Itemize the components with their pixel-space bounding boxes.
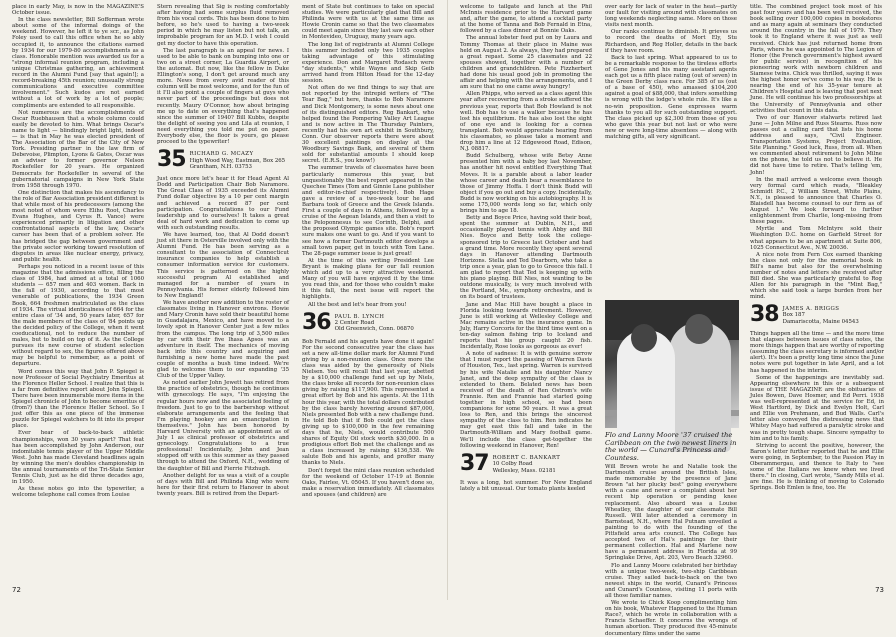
paragraph: Jane and Mac Hill have bought a place in Florida looking towards retirement. However, June is still working at Wellesley College and Mac remains active in the insurance game. In July, Harry Corcoris for the third time went on a ten-day salmon fishing trip to Iceland and reports that his group caught 20 fish. Incidentally, Rose looks as gorgeous as ever!: [460, 301, 592, 351]
paragraph: Budd Schulberg, whose wife Betsy Anne presented him with a baby boy last November, has another hit novel entitled Everything That Moves. It is a parable about a labor leader whose career and death bear a resemblance to those of Jimmy Hoffa. I don't think Budd will object if you go out and buy a copy. Incidentally, Budd is now working on his autobiography. It is some 175,000 words long so far, which only brings him to age 18.: [460, 153, 592, 215]
paragraph: One distinction that makes his ascendancy to the role of Bar Association president different is that while most of his predecessors (among the most noted of whom were Elihu Root, Charles Evans Hughes, and Cyrus R. Vance) were experienced primarily in litigation and other confrontational aspects of the law, Oscar's career has been that of a problem solver. He has bridged the gap between government and the private sector working toward resolution of disputes in areas like nuclear energy, privacy, and public health.: [12, 189, 144, 263]
col-paragraphs: [157, 176, 289, 497]
col-paragraphs: [605, 4, 737, 140]
address-line-2: Old Greenwich, Conn. 06870: [334, 326, 414, 333]
left-page: [0, 0, 448, 600]
paragraph: A nice note from Fern Cox earned thanking the class not only for the memorial book in Bill's name but also for the overwhelming number of notes and letters she received after Bill died. She was particularly grateful to Rog Allen for his paragraph in the "Mint Bag," which she said took a large burden from her mind.: [750, 251, 882, 301]
paragraph: title. The combined project took most of his past four years and has been well received, the book selling over 100,000 copies in bookstores and as many again at seminars they conducted around the country in the fall of 1979. They took it to England where it was just as well received. Chick has just returned home from Paris, where he was appointed to The Legion of Honor (the French government's highest award for public service) in recognition of his pioneering work with newborn children and Siamese twins. Chick was thrilled, saying it was the highest honor we've come to his way. He is nearing the end of his 35-year tenure at Children's Hospital and is leaving that post next June. He will continue his two professorships at the University of Pennsylvania and other activities that count in this data.: [750, 4, 882, 114]
right-column-2-lower: [605, 462, 737, 637]
page-number-right: 73: [875, 586, 884, 594]
left-column-1: [12, 4, 144, 592]
paragraph: At the time of this writing President Lee Bryant is making plans for our fall reunion which add up to a very attractive weekend. Many of you will have enjoyed it by the time you read this, and for those who couldn't make it this fall, the next issue will report the highlights.: [302, 257, 434, 301]
photo-caption: Flo and Lanny Moore '37 cruised the Caribbean on the two newest liners in the world — Cunard's Princess and Countess.: [605, 431, 737, 462]
paragraph: The long list of registrants at Alumni College this summer included only two 1935 couples taking advantage of this stimulating experience. Don and Margaret Rodasch were "day students," while Wayne and Skip Geib arrived hand from Hilton Head for the 12-day session.: [302, 41, 434, 85]
paragraph: As noted earlier John Jewett has retired from the practice of obstetrics, though he continues with gynecology. He says, "I'm enjoying the regular hours now and the associated feeling of freedom. Just to go to the barbershop without elaborate arrangements and the feeling that I'm playing hookey are an emancipation in themselves." John has been honored by Harvard University with an appointment as of July 1 as clinical professor of obstetrics and gynecology. Congratulations to a true professional! Incidentally, John and Jean stopped off with us this summer as they passed through to attend the Oxford, N.H., wedding of the daughter of Bill and Fierrie Fitzhugh.: [157, 380, 289, 472]
address-line-2: Damariscotta, Maine 04543: [782, 318, 859, 325]
paragraph: Allen Phipps, who served as a class agent this year after recovering from a stroke suffered the previous year, reports that Bob Howland is not well. Bob has to use a walker because he has lost his equilibrium. He has also lost the sight of one eye and is looking for a cornea transplant. Bob would appreciate hearing from his classmates, so please take a moment and drop him a line at 12 Edgewood Road, Edison, N.J. 08817.: [460, 91, 592, 153]
paragraph: Not numerous are the accomplishments of Oscar Ruebhausen that a whole column could easily be devoted to him. What brings Oscar's name to light — blindingly bright light, indeed — is that in May he was elected president of The Association of the Bar of the City of New York. Presiding partner in the law firm of Debevoise, Plimpton, Lyons & Gates, Oscar was an adviser to former governor Nelson Rockefeller for 20 years. He organized Democrats for Rockefeller in several of the gubernatorial campaigns in New York State from 1958 through 1970.: [12, 109, 144, 189]
paragraph: The summer travels of classmates have been particularly numerous this year, but unquestionably the best report appeared in the Quechee Times (Tom and Ginnie Lane publisher and editor-in-chief respectively). Bob Hage gave a review of a two-week tour he and Barbara took of Greece and the Greek Islands. First a couple of days in Athens, followed by a cruise of the Aegean Islands, and then a visit to the Peloponnesus to see Corinth, Delphi, and the proposed Olympic games site. Bob's report sure makes one want to go. And if you want to see how a former Dartmouth editor develops a small town paper, get in touch with Tom Lane. The 28-page summer issue is just great!: [302, 165, 434, 257]
class-secretary-address: [335, 312, 414, 333]
paragraph: We have another new addition to the roster of classmates living in Hanover environs. Howie and Mary Cronin have sold their beautiful home in Guadalajara, Mexico, and have moved to a lovely spot in Hanover Center just a few miles from the campus. The long trip of 3,500 miles by car with their five lhasa Apsos was an adventure in itself. The mechanics of moving back into this country and acquiring and furnishing a new home have made the past couple of months a bush time indeed. We're glad to welcome them to our expanding '35 Club of the Upper Valley.: [157, 300, 289, 380]
paragraph: We wrote to Chick Koop complimenting him on his book, Whatever Happened to the Human Race?, which he wrote in collaboration with a Francis Schaeffer. It concerns the wrongs of human abortion. They produced five 45-minute documentary films under the same: [605, 600, 737, 637]
address-line-2: Grantham, N.H. 03753: [189, 163, 252, 170]
paragraph: Things happen all the time — and the more time that elapses between issues of class notes, the more things happen that are worthy of reporting (assuming the class secretary is informed and/or alert). It's been a pretty long time since the June notes were put together in late April, and a lot has happened in the interim.: [750, 331, 884, 374]
paragraph: Flo and Lanny Moore celebrated her birthday with a unique two-week, two-ship Caribbean cruise. They sailed back-to-back on the two newest ships in the world, Cunard's Princess and Cunard's Countess, visiting 11 ports with all those familiar names.: [605, 562, 737, 599]
paragraph: The last paragraph is an appeal for news. I used to be able to bank on bumping into one or two on a street corner, La Guardia Airport, or the automat. But now, like the fellow in Duke Ellington's song, I don't get around much any more. News from every avid reader of this column will be most welcome, and for the fun of it I'll also point a couple of fingers at guys who never part of the proceedings but does not recently. Maury O'Connor, how about bringing me up to date on everything that's happened since the summer of 1940? Bill Kubbs, despite the delight of seeing you and Lila at reunion, I need everything you told me put on paper. Everybody else, the floor is yours, go please proceed to the typewriter!: [157, 47, 289, 146]
paragraph: It was a long, hot summer. For New England lately a bit unusual. Our tomato plants keeled: [460, 479, 592, 492]
secretary-name: RICHARD G. MCAZY: [189, 151, 254, 158]
col-paragraphs: [605, 464, 737, 637]
right-column-3-lower: [750, 300, 884, 594]
paragraph: Word comes this way that John P. Spiegel is now Professor of Social Psychiatry Emeritus at the Florence Heller School. I realize that this is a far from definitive report about John Spiegel. There have been innumerable more items in the Spiegel chronicle of John to become emeritus of (from?) than the Florence Heller School. So I just offer this as one piece of the immense puzzle for Spiegel watchers to fit into its proper place.: [12, 368, 144, 430]
address-line-2: Wellesley, Mass. 02181: [492, 467, 556, 474]
paragraph: over early for lack of water in the heat—partly our fault for visiting around with classmates on long weekends neglecting same. More on those visits next month.: [605, 4, 737, 29]
address-line-1: 10 Colby Road: [492, 461, 533, 468]
class-header-38: [750, 304, 884, 326]
paragraph: Don't forget the mini class reunion scheduled for the weekend of October 17-19 at Bonnie Oaks, Fairlee, Vt. 05045. If you haven't done so, make a reservation immediately. All classmates and spouses (and children) are: [302, 467, 434, 498]
class-header-35: [157, 149, 289, 171]
paragraph: Myrtle and Tom McIntyre sold their Washington D.C. home on Garfield Street for what appears to be an apartment at Suite 806, 1025 Connecticut Ave., N.W. 20036.: [750, 226, 882, 251]
paragraph: Our ranks continue to diminish. It grieves us to record the deaths of Mort Ely, Stu Richardson, and Reg Holler, details in the back if they have room.: [605, 29, 737, 54]
paragraph: As these notes go into the typewriter, a welcome telephone call comes from Louise: [12, 486, 144, 499]
paragraph: place in early May, is now in the MAGAZINE'S October issue.: [12, 4, 144, 17]
paragraph: In the class newsletter, Bill Sofferman wrote about some of the informal doings of the weekend. However, he left it to ye scr., as John Foley used to call this office when he so ably occupied it, to announce the citations earned by 1934 for our 1979-80 accomplishments as a class. Honorable mention was awarded us for a "strong informal reunion program, including a unique Christmas gathering, an achievement record in the Alumni Fund [say that again!]; a record-breaking 45th reunion; unusually strong communications and executive committee involvement." Such kudos are not earned without a lot of work by a lot of people; compliments are extended to all responsible.: [12, 17, 144, 109]
paragraph: A note of sadness: It is with genuine sorrow that I must report the passing of Warren Davis of Houston, Tex., last spring. Warren is survived by his wife Natalie and his daughter Nancy Janet, and the deep sympathy of the class is extended to them. Belated news has been received of the death of Ren Ostrom's wife Frannie. Ren and Frannie had started going together in high school, so had been companions for some 50 years. It was a great loss to Ren, and this brings the sincerest sympathy of the class to him. Ren indicates he may get east this fall and take in the Dartmouth-William and Mary football game. We'll include the class get-together the following weekend in Hanover, Ren!: [460, 351, 592, 449]
paragraph: ment of State but continues to take on special studies. We were particularly glad that Bill and Philinda were with us at the same time as Howie Cronin came so that the two classmates could meet again since they last saw each other in Montevideo, Uruguay, many years ago.: [302, 4, 434, 41]
left-column-3: [302, 4, 434, 592]
col-paragraphs: [302, 4, 434, 308]
right-column-1: [460, 4, 592, 592]
right-column-3: [750, 4, 882, 300]
col-paragraphs: [460, 480, 592, 492]
secretary-name: JAMES A. BRIGGS: [782, 306, 840, 312]
paragraph: Stern revealing that Sig is resting comfortably after having had some surplus fluid removed from his vocal cords. This has been done to him before, so he's used to having a two-week period in which he may listen but not talk, an improbable program for an M.D. I wish I could get my doctor to have this operation.: [157, 4, 289, 47]
page-number-left: 72: [12, 586, 21, 594]
paragraph: Some of the happenings are inevitably sad. Appearing elsewhere in this or a subsequent issue of THE MAGAZINE are the obituaries of Jules Bowen, Dave Hosmer, and Ed Perri. 1938 was well-represented at the service for Ed, in West Hartford, by Dick and Evelyn Holt, Carl and Ellie von Prehmann, and Bud Walls. Carl's letter also conveyed the distressing news that Whitey Mayo had suffered a paralytic stroke and was in pretty tough shape. Sincere sympathy to him and to his family.: [750, 374, 884, 442]
address-line-1: 2 Center Road: [334, 320, 375, 326]
address-line-1: Box 187: [782, 312, 805, 319]
paragraph: Back to last spring. What appeared to us to be a remarkable response to the tireless efforts of Gene Jones and his many assistant agents each got us a fifth place rating (out of seven) in the Green Derby class race. For 385 of us (out of a base of 450), who amassed $104,200 against a goal of $88,000, that infers something is wrong with the lodge's whole rule. It's like a no-win proposition. Gene expresses warm thanks to you all for such outstanding support. The class picked up $2,300 from those of you who gave this year but not last or who were new or were long-time absentees — along with matching gifts, all very significant.: [605, 54, 737, 140]
cruise-photo: [605, 300, 739, 428]
class-number: 38: [750, 302, 779, 327]
class-secretary-address: [190, 149, 286, 170]
address-line-1: High Wood Way, Eastman, Box 265: [189, 157, 286, 164]
class-number: 37: [460, 450, 489, 476]
class-header-36: [302, 309, 434, 335]
class-header-37: [460, 450, 592, 476]
paragraph: welcome to tailgate and lunch at the Phil McInnis residence prior to the Harvard game and, after the game, to attend a cocktail party at the home of Tanna and Bob Fernald in Etna, followed by a class dinner at Bonnie Oaks.: [460, 4, 592, 35]
paragraph: Betty and Boyce Price, having sold their boat, spent the summer at Dublin, N.H., and occasionally played tennis with Abby and Bill Nies. Boyce and Betty took the college-sponsored trip to Greece last October and had a grand time. More recently they spent several days in Hanover attending Dartmouth Horizons. Stella and Ted Dearborn, who take a trip once a year, plan to go to Greece this fall. I am glad to report that Ted is keeping up with his piano playing. Bill Nies, not wanting to be outdone musically, is very much involved with the Portland, Me., symphony orchestra, and is on its board of trustees.: [460, 215, 592, 301]
paragraph: Not often do we find things to say that are not reported by the intrepid writers of "The Tear Bag," but here, thanks to Bob Naramore and Dick Montgomery, is some news about one of its distinguished editors. Reg Bankart, who helped found the Pompering Valley Art League and is now active in The Thursday Painters, recently had his own art exhibit in Southbury, Conn. Our observer reports there were about 30 excellent paintings on display at the Woodbury Savings Bank, and several of them sold for substantial amounts I should keep secret. (E.R.S., you know!): [302, 85, 434, 165]
class-secretary-address: [783, 304, 859, 325]
paragraph: Bob Fernald and his agents have done it again! For the second consecutive year the class has set a new all-time dollar mark for Alumni Fund giving by a non-reunion class. Once more the class was aided by the generosity of Niels Nielsen. You will recall that last year, abetted by a $10,000 challenge fund set up by Niels, the class broke all records for non-reunion class giving by raising $117,900. This represented a great effort by Bob and his agents. At the 11th hour this year, with the total dollars contributed by the class barely hovering around $87,000, Niels presented Bob with a new challenge fund. He told Bob that if Bob could get the class giving up to $100,000 in the few remaining days that he, Niels, would contribute 500 shares of Equity Oil stock worth $30,000. In a prodigious effort Bob met the challenge and as a class increased by raising $136,538. We salute Bob and his agents, and proffer many thanks to Niels.: [302, 338, 434, 467]
secretary-name: ROBERT C. BANKART: [492, 454, 561, 461]
secretary-name: PAUL B. LYNCH: [334, 313, 385, 320]
col-paragraphs: [12, 4, 144, 499]
col-paragraphs: [460, 4, 592, 449]
class-number: 35: [157, 147, 186, 173]
class-number: 36: [302, 309, 331, 335]
col-paragraphs: [302, 339, 434, 498]
paragraph: Just once more let's hear it for Head Agent Al Dodd and Participation Chair Bob Naramore. The Great Class of 1935 exceeded its Alumni Fund dollar objective by a 10 per cent margin and achieved a record 87 per cent participation. Congratulations to our Fund leadership and to ourselves! It takes a great deal of hard work and dedication to come up with such outstanding results.: [157, 176, 289, 231]
paragraph: Striving to accent the positive, however, the Baron's letter further reported that he and Ellie were going, in September, to the Passion Play in Oberammergau, and thence to Italy to "see some of the Italians we knew when we lived there." In closing, Carl wrote, "Sandy Mills et al. are fine. He is thinking of moving to Colorado Springs. Bob Emlen is fine, too. He: [750, 442, 884, 492]
class-secretary-address: [493, 453, 561, 474]
paragraph: Ever hear of back-to-back athletic championships, won 30 years apart? That feat has been accomplished by John Anderson, our indomitable tennis player of the Upper Middle West. John has made Cleveland headlines again by winning the men's doubles championship in the annual tournaments of the Tri-State Senior Tennis Club, just as he did three decades ago, in 1950.: [12, 430, 144, 486]
paragraph: Will Brown wrote he and Natalie took the Dartmouth cruise around the British Isles, made memorable by the presence of Jane Brown "at her plucky best" going everywhere with a cane and never a complaint about her recent hip operation or pending knee replacement. Also aboard was a Louise Wheatley, the daughter of our classmate Bill Russell. Will later attended a ceremony in Barnstead, N.H., where Hal Putnam unveiled a painting to do with the founding of the Pittsfield area arts council. The College has accepted two of Hal's paintings for their permanent collection. Hal and Marlene now have a permanent address in Florida at 99 Springlake Drive, Apt. 203, Vero Beach 32960.: [605, 464, 737, 562]
paragraph: Two of our Hanover stalwarts retired last June — John Milne and Russ Stearns. Russ now passes out a calling card that lists his home address and says, "Civil Engineer. Transportation Systems, Project Evaluation, Site Planning." Good luck, Russ, from all. When we commented about retirement to John Milne on the phone, he told us not to believe it. He did not have time to retire. That's telling 'em, John!: [750, 114, 882, 176]
paragraph: Perhaps you noticed in a recent issue of this magazine that the admissions office, filling the class of 1984, had aimed at a total of 1060 students — 657 men and 403 women. Back in the fall of 1930, according to that most venerable of publications, the 1934 Green Book, 664 freshmen matriculated as the class of 1934. The virtual identicalness of 664 for the entire class of '34 and, 50 years later, 657 for the male members of the class of '84 points up the decided policy of the College, when it went coeducational, not to reduce the number of males, but to build on top of it. As the College pursues its new course of student selection without regard to sex, the figures offered above may be helpful to remember, as a point of departure.: [12, 263, 144, 368]
col-paragraphs: [157, 4, 289, 145]
paragraph: Another delight for us was a visit of a couple of days with Bill and Philinda King who were here for their first return to Hanover in about twenty years. Bill is retired from the Depart-: [157, 472, 289, 497]
paragraph: We have learned, too, that Al Dodd doesn't just sit there in Osterville involved only with the Alumni Fund. He has been serving as a consultant to the association of Connecticut insurance companies to help establish a consumer information service for customers. This service is patterned on the highly successful program Al established and managed for a number of years in Pennsylvania. His former elderly followed him to New England!: [157, 232, 289, 299]
photo-head-right: [685, 314, 713, 344]
right-column-2: [605, 4, 737, 296]
paragraph: In the mail arrived a welcome even though very formal card which reads, "Bleakley Schmidt P.C., 2 William Street, White Plains, N.Y., is pleased to announce that Charles O. Blaisdell has become counsel to our firm as of August 1." We look forward to further enlightenment from Charlie, long-missing from these pages.: [750, 176, 882, 226]
paragraph: All the best and let's hear from you!: [308, 301, 407, 308]
paragraph: The annual lobster feed put on by Laura and Tommy Thomas at their place in Maine was held on August 2. As always, they had prepared a great repast. Some 25 classmates and 22 spouses showed, together with a number of children and grandchildren. Pete Fizzherbert had done his usual good job in promoting the affair and helping with the arrangements, and I am sure that no one came away hungry!: [460, 35, 592, 91]
col-paragraphs: [750, 4, 882, 301]
left-column-2: [157, 4, 289, 592]
photo-head-left: [631, 324, 657, 352]
